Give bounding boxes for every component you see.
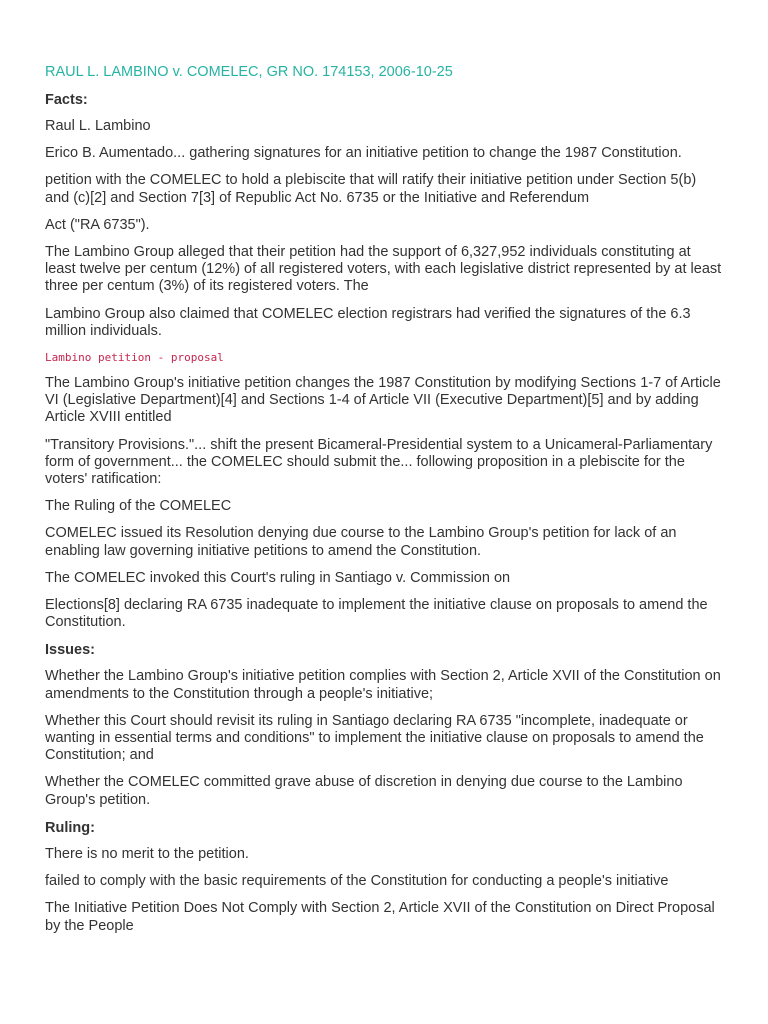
paragraph: Whether the COMELEC committed grave abuse of discretion in denying due course to the Lambino Group's petition. xyxy=(45,774,683,808)
paragraph: The COMELEC invoked this Court's ruling in Santiago v. Commission on xyxy=(45,569,511,586)
paragraph: Act ("RA 6735"). xyxy=(45,216,150,233)
paragraph: "Transitory Provisions."... shift the present Bicameral-Presidential system to a Unicameral-Parliamentary form of government... the COMELEC should submit the... following proposition in a plebiscite for the voters' ratification: xyxy=(45,436,713,488)
paragraph: Raul L. Lambino xyxy=(45,118,151,134)
paragraph: petition with the COMELEC to hold a plebiscite that will ratify their initiative petition under Section 5(b) and (c)[2] and Section 7[3] of Republic Act No. 6735 or the Initiative and Referendum xyxy=(45,172,697,206)
paragraph: failed to comply with the basic requirements of the Constitution for conducting a people's initiative xyxy=(45,873,669,890)
document-title: RAUL L. LAMBINO v. COMELEC, GR NO. 174153, 2006-10-25 xyxy=(45,64,453,80)
paragraph: The Initiative Petition Does Not Comply with Section 2, Article XVII of the Constitution on Direct Proposal by the People xyxy=(45,900,715,934)
code-snippet: Lambino petition - proposal xyxy=(45,351,224,365)
heading-facts: Facts: xyxy=(45,92,88,108)
paragraph: Erico B. Aumentado... gathering signatures for an initiative petition to change the 1987 Constitution. xyxy=(45,145,682,162)
paragraph: Elections[8] declaring RA 6735 inadequate to implement the initiative clause on proposals to amend the Constitution. xyxy=(45,597,708,631)
paragraph: The Ruling of the COMELEC xyxy=(45,498,232,515)
paragraph: The Lambino Group alleged that their petition had the support of 6,327,952 individuals constituting at least twelve per centum (12%) of all registered voters, with each legislative district represented by at least three per centum (3%) of its registered voters. The xyxy=(45,244,722,295)
paragraph: There is no merit to the petition. xyxy=(45,845,249,862)
paragraph: Lambino Group also claimed that COMELEC election registrars had verified the signatures of the 6.3 million individuals. xyxy=(45,305,691,339)
paragraph: Whether this Court should revisit its ruling in Santiago declaring RA 6735 "incomplete, inadequate or wanting in essential terms and conditions" to implement the initiative clause on proposals to amend the Constitution; and xyxy=(45,712,704,764)
paragraph: The Lambino Group's initiative petition changes the 1987 Constitution by modifying Sections 1-7 of Article VI (Legislative Department)[4] and Sections 1-4 of Article VII (Executive Department)[5] and by adding Article XVIII entitled xyxy=(45,375,721,426)
heading-ruling: Ruling: xyxy=(45,819,95,836)
paragraph: Whether the Lambino Group's initiative petition complies with Section 2, Article XVII of the Constitution on amendments to the Constitution through a people's initiative; xyxy=(45,668,721,702)
paragraph: COMELEC issued its Resolution denying due course to the Lambino Group's petition for lack of an enabling law governing initiative petitions to amend the Constitution. xyxy=(45,525,677,559)
heading-issues: Issues: xyxy=(45,642,95,659)
